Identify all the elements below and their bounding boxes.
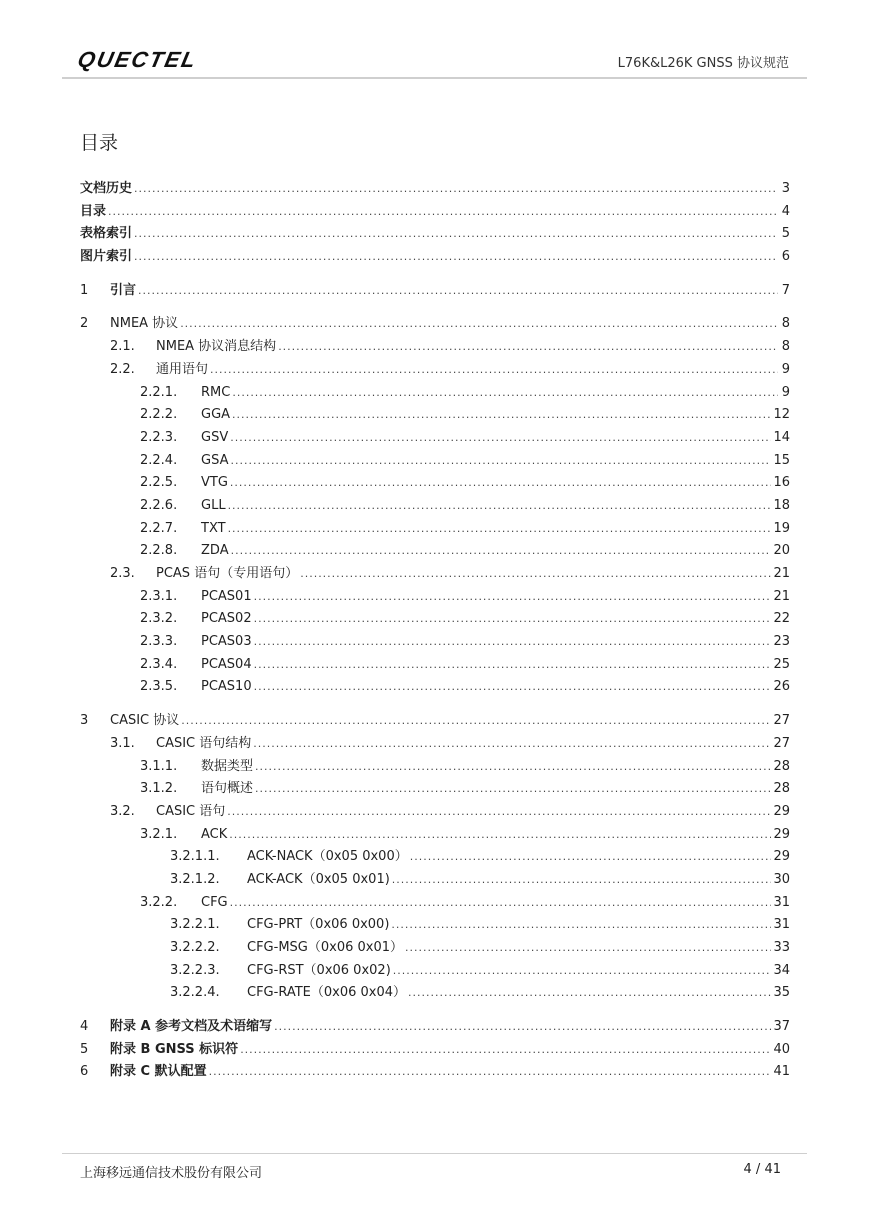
- toc-dot-leader: [254, 676, 772, 699]
- toc-entry-number: 3.2.1.2.: [170, 871, 220, 887]
- toc-entry-page: 12: [773, 407, 790, 423]
- toc-entry-title: PCAS02: [201, 611, 252, 627]
- toc-entry-title: NMEA 协议消息结构: [156, 339, 277, 355]
- toc-entry-title: PCAS 语句（专用语句）: [156, 566, 299, 581]
- toc-entry-title: GGA: [201, 407, 231, 423]
- toc-entry-title: 语句概述: [201, 781, 254, 797]
- toc-entry-number: 2.2.7.: [140, 520, 178, 536]
- toc-dot-leader: [254, 608, 772, 631]
- toc-entry-title: GSV: [201, 429, 229, 445]
- toc-entry-page: 22: [773, 611, 790, 627]
- toc-dot-leader: [227, 801, 771, 824]
- header-divider: [62, 77, 807, 79]
- toc-entry-number: 3.2.2.1.: [170, 917, 220, 933]
- toc-entry[interactable]: [80, 631, 790, 654]
- toc-entry[interactable]: [80, 1039, 790, 1062]
- toc-dot-leader: [253, 733, 771, 756]
- toc-entry-page: 30: [773, 871, 790, 887]
- toc-entry-title: CFG: [201, 894, 228, 910]
- toc-entry-title: NMEA 协议: [110, 316, 179, 332]
- toc-dot-leader: [229, 824, 771, 847]
- toc-entry-title: 附录 B GNSS 标识符: [110, 1041, 239, 1057]
- toc-entry-page: 5: [781, 226, 790, 242]
- toc-entry[interactable]: [80, 846, 790, 869]
- toc-entry-page: 21: [773, 588, 790, 604]
- toc-dot-leader: [230, 892, 772, 915]
- toc-entry-number: 2.2.1.: [140, 384, 178, 400]
- toc-entry-page: 35: [773, 985, 790, 1001]
- toc-dot-leader: [180, 313, 778, 336]
- toc-entry[interactable]: [80, 654, 790, 677]
- toc-entry-page: 40: [773, 1041, 790, 1057]
- toc-entry[interactable]: [80, 201, 790, 224]
- toc-dot-leader: [405, 937, 771, 960]
- toc-dot-leader: [254, 654, 772, 677]
- toc-entry-page: 9: [781, 384, 790, 400]
- toc-entry[interactable]: [80, 778, 790, 801]
- toc-entry-page: 7: [781, 282, 790, 298]
- toc-entry-title: GSA: [201, 452, 229, 468]
- toc-dot-leader: [392, 869, 772, 892]
- toc-entry-title: ZDA: [201, 543, 229, 559]
- toc-entry-page: 19: [773, 520, 790, 536]
- toc-entry[interactable]: [80, 756, 790, 779]
- toc-entry-number: 2.3.2.: [140, 611, 178, 627]
- toc-entry-page: 16: [773, 475, 790, 491]
- toc-entry[interactable]: [80, 914, 790, 937]
- toc-entry-number: 2.3.3.: [140, 634, 178, 650]
- toc-entry-number: 6: [80, 1064, 89, 1080]
- toc-entry-page: 3: [781, 181, 790, 196]
- toc-entry[interactable]: [80, 960, 790, 983]
- toc-entry-page: 25: [773, 656, 790, 672]
- toc-entry-page: 23: [773, 634, 790, 650]
- quectel-logo: QUECTEL: [75, 47, 200, 72]
- footer-divider: [62, 1153, 807, 1154]
- toc-entry-page: 8: [781, 316, 790, 332]
- toc-entry-title: 文档历史: [80, 181, 133, 196]
- toc-entry-page: 15: [773, 452, 790, 468]
- toc-entry-page: 33: [773, 940, 790, 955]
- toc-entry[interactable]: [80, 540, 790, 563]
- toc-entry-page: 29: [773, 849, 790, 865]
- toc-dot-leader: [209, 1061, 772, 1084]
- toc-entry-title: CFG-RST（0x06 0x02): [247, 962, 391, 978]
- toc-entry[interactable]: [80, 450, 790, 473]
- toc-entry-number: 3.1.: [110, 735, 135, 751]
- toc-entry-title: 引言: [110, 282, 137, 298]
- toc-entry-title: GLL: [201, 497, 226, 513]
- toc-dot-leader: [232, 382, 778, 405]
- toc-dot-leader: [232, 404, 771, 427]
- toc-entry-number: 2.2.: [110, 361, 135, 377]
- toc-entry[interactable]: [80, 280, 790, 303]
- toc-dot-leader: [278, 336, 778, 359]
- document-title: L76K&L26K GNSS 协议规范: [617, 56, 789, 71]
- toc-entry-page: 31: [773, 917, 790, 933]
- toc-dot-leader: [254, 631, 772, 654]
- toc-entry-title: 附录 C 默认配置: [110, 1064, 207, 1080]
- toc-entry[interactable]: [80, 223, 790, 246]
- toc-entry[interactable]: [80, 359, 790, 382]
- toc-dot-leader: [230, 472, 772, 495]
- toc-entry-number: 2.3.1.: [140, 588, 178, 604]
- toc-entry-number: 3.2.1.1.: [170, 849, 220, 865]
- toc-entry-title: CASIC 语句结构: [156, 735, 252, 751]
- toc-dot-leader: [231, 540, 772, 563]
- toc-entry-page: 8: [781, 339, 790, 355]
- toc-entry[interactable]: [80, 892, 790, 915]
- toc-entry[interactable]: [80, 801, 790, 824]
- toc-entry-page: 14: [773, 429, 790, 445]
- toc-entry-number: 3.2.2.2.: [170, 940, 220, 955]
- toc-entry-number: 2: [80, 316, 89, 332]
- toc-dot-leader: [181, 710, 771, 733]
- toc-dot-leader: [274, 1016, 771, 1039]
- toc-dot-leader: [134, 246, 778, 269]
- toc-dot-leader: [254, 586, 772, 609]
- toc-dot-leader: [134, 178, 778, 201]
- toc-dot-leader: [255, 756, 771, 779]
- toc-heading: 目录: [80, 132, 119, 154]
- toc-entry-number: 1: [80, 282, 89, 298]
- toc-entry-page: 31: [773, 894, 790, 910]
- toc-entry-title: CFG-PRT（0x06 0x00): [247, 917, 390, 933]
- toc-dot-leader: [108, 201, 778, 224]
- footer-company: 上海移远通信技术股份有限公司: [80, 1166, 263, 1181]
- toc-entry-title: CFG-RATE（0x06 0x04）: [247, 985, 407, 1001]
- toc-entry[interactable]: [80, 336, 790, 359]
- toc-entry[interactable]: [80, 178, 790, 201]
- toc-entry-title: ACK-NACK（0x05 0x00）: [247, 849, 408, 865]
- toc-entry-number: 3.1.1.: [140, 758, 178, 774]
- footer-page-number: 4 / 41: [743, 1162, 781, 1177]
- toc-entry-title: CASIC 语句: [156, 803, 226, 819]
- toc-entry-title: PCAS03: [201, 634, 252, 650]
- toc-entry-number: 3.2.2.3.: [170, 962, 220, 978]
- toc-entry[interactable]: [80, 824, 790, 847]
- toc-entry-number: 3: [80, 713, 89, 729]
- toc-entry[interactable]: [80, 1016, 790, 1039]
- toc-entry[interactable]: [80, 869, 790, 892]
- toc-entry-title: CFG-MSG（0x06 0x01）: [247, 940, 404, 955]
- toc-entry-title: PCAS04: [201, 656, 252, 672]
- toc-entry-title: RMC: [201, 384, 231, 400]
- toc-entry[interactable]: [80, 982, 790, 1005]
- toc-entry-title: 数据类型: [201, 758, 254, 774]
- toc-entry-number: 3.2.2.: [140, 894, 178, 910]
- toc-entry-title: PCAS10: [201, 679, 252, 695]
- toc-entry-page: 37: [773, 1019, 790, 1035]
- toc-entry[interactable]: [80, 472, 790, 495]
- toc-entry-page: 29: [773, 826, 790, 842]
- toc-entry-number: 2.2.6.: [140, 497, 178, 513]
- toc-entry-title: 通用语句: [156, 361, 209, 377]
- toc-entry-page: 4: [781, 203, 790, 219]
- toc-entry[interactable]: [80, 427, 790, 450]
- toc-entry-number: 2.1.: [110, 339, 135, 355]
- toc-entry-number: 3.2.2.4.: [170, 985, 220, 1001]
- toc-entry-number: 2.3.: [110, 566, 135, 581]
- toc-dot-leader: [300, 563, 771, 586]
- toc-entry[interactable]: [80, 246, 790, 269]
- toc-entry-number: 2.2.8.: [140, 543, 178, 559]
- toc-entry-page: 20: [773, 543, 790, 559]
- toc-entry[interactable]: [80, 586, 790, 609]
- toc-dot-leader: [230, 427, 771, 450]
- toc-entry[interactable]: [80, 733, 790, 756]
- toc-entry[interactable]: [80, 1061, 790, 1084]
- toc-dot-leader: [408, 982, 771, 1005]
- toc-entry-number: 3.1.2.: [140, 781, 178, 797]
- toc-entry[interactable]: [80, 710, 790, 733]
- toc-entry-title: 图片索引: [80, 249, 133, 265]
- toc-entry-page: 18: [773, 497, 790, 513]
- toc-entry-title: ACK: [201, 826, 228, 842]
- toc-dot-leader: [228, 518, 772, 541]
- toc-dot-leader: [410, 846, 772, 869]
- toc-dot-leader: [134, 223, 778, 246]
- toc-entry-number: 3.2.1.: [140, 826, 178, 842]
- toc-entry-number: 5: [80, 1041, 89, 1057]
- toc-entry[interactable]: [80, 404, 790, 427]
- toc-entry-number: 2.2.4.: [140, 452, 178, 468]
- toc-dot-leader: [391, 914, 771, 937]
- toc-entry-title: 目录: [80, 203, 107, 219]
- toc-entry-page: 29: [773, 803, 790, 819]
- toc-dot-leader: [228, 495, 772, 518]
- toc-entry-page: 28: [773, 781, 790, 797]
- toc-entry-title: ACK-ACK（0x05 0x01): [247, 871, 390, 887]
- toc-entry[interactable]: [80, 563, 790, 586]
- toc-entry-page: 34: [773, 962, 790, 978]
- toc-entry-page: 6: [781, 249, 790, 265]
- toc-entry[interactable]: [80, 382, 790, 405]
- toc-entry-page: 26: [773, 679, 790, 695]
- toc-entry-page: 27: [773, 735, 790, 751]
- toc-entry-number: 2.2.2.: [140, 407, 178, 423]
- toc-entry-number: 2.2.5.: [140, 475, 178, 491]
- toc-dot-leader: [393, 960, 772, 983]
- table-of-contents: [80, 178, 790, 1084]
- toc-dot-leader: [255, 778, 771, 801]
- toc-entry-page: 27: [773, 713, 790, 729]
- toc-entry-number: 2.2.3.: [140, 429, 178, 445]
- toc-entry-page: 9: [781, 361, 790, 377]
- toc-entry-title: 附录 A 参考文档及术语缩写: [110, 1019, 273, 1035]
- toc-entry-number: 4: [80, 1019, 89, 1035]
- toc-entry-title: VTG: [201, 475, 228, 491]
- toc-entry[interactable]: [80, 937, 790, 960]
- toc-entry[interactable]: [80, 495, 790, 518]
- toc-dot-leader: [138, 280, 778, 303]
- toc-dot-leader: [230, 450, 771, 473]
- toc-entry[interactable]: [80, 313, 790, 336]
- toc-entry-page: 28: [773, 758, 790, 774]
- toc-entry-title: 表格索引: [80, 226, 133, 242]
- toc-entry-number: 3.2.: [110, 803, 135, 819]
- toc-entry[interactable]: [80, 518, 790, 541]
- toc-dot-leader: [240, 1039, 771, 1062]
- toc-entry-page: 21: [773, 566, 790, 581]
- toc-entry-number: 2.3.5.: [140, 679, 178, 695]
- toc-entry[interactable]: [80, 676, 790, 699]
- toc-entry-title: TXT: [201, 520, 226, 536]
- toc-entry-page: 41: [773, 1064, 790, 1080]
- toc-entry-title: CASIC 协议: [110, 713, 180, 729]
- toc-entry-number: 2.3.4.: [140, 656, 178, 672]
- toc-dot-leader: [210, 359, 778, 382]
- toc-entry-title: PCAS01: [201, 588, 252, 604]
- toc-entry[interactable]: [80, 608, 790, 631]
